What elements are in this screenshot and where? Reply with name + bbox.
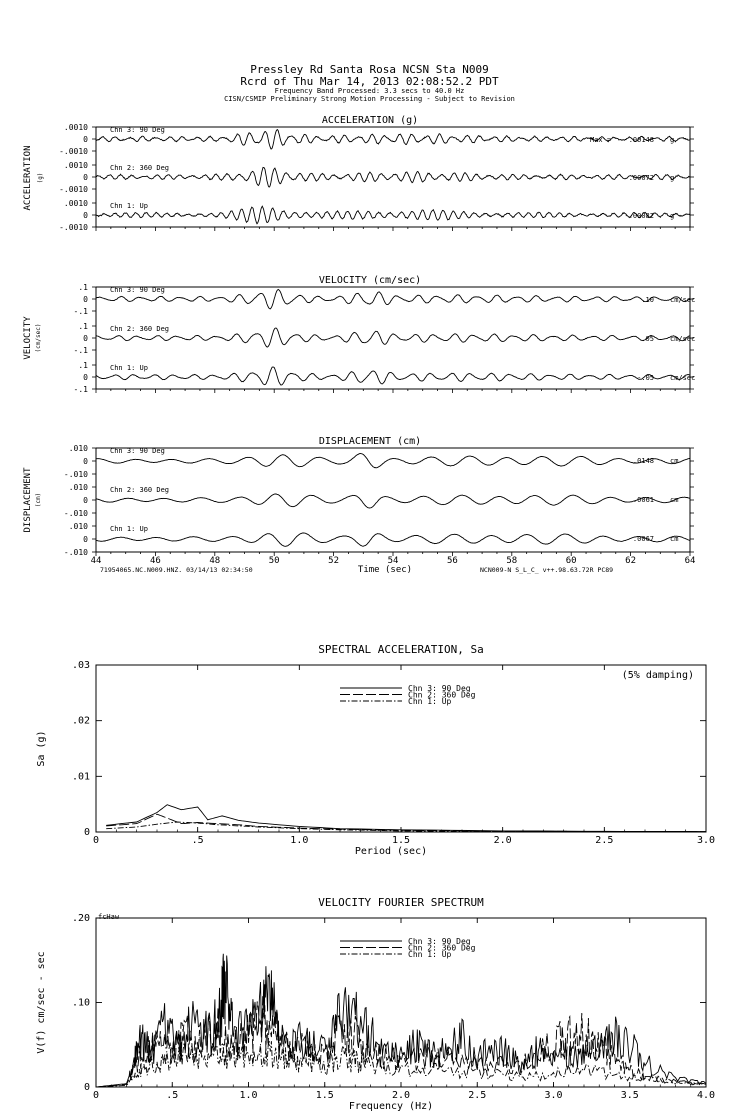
sa-xtick-label: 0 — [92, 835, 100, 846]
ytick-label-disp-ch2: .010 — [68, 483, 88, 492]
sa-plot-frame — [96, 665, 706, 832]
channel-label-acc-ch1: Chn 1: Up — [110, 202, 148, 210]
time-tick-label: 58 — [506, 556, 518, 566]
fas-xtick-label: 1.5 — [315, 1090, 334, 1101]
sa-ytick-label: .03 — [71, 660, 90, 671]
fas-ylabel: V(f) cm/sec - sec — [36, 951, 47, 1054]
peak-unit-disp-ch2: cm — [670, 496, 679, 504]
ytick-label-vel-ch2: .1 — [78, 322, 88, 331]
waveform-vel-ch2 — [96, 328, 690, 347]
panel-yunit-disp: (cm) — [35, 492, 42, 508]
ytick-label-vel-ch3: .1 — [78, 283, 88, 292]
time-tick-label: 60 — [565, 556, 577, 566]
peak-value-acc-ch1: -.00082 — [624, 212, 654, 220]
channel-label-vel-ch2: Chn 2: 360 Deg — [110, 325, 170, 333]
peak-unit-vel-ch1: cm/sec — [670, 374, 696, 382]
frequency-band: Frequency Band Processed: 3.3 secs to 40.0 Hz — [274, 87, 465, 95]
processing-note: CISN/CSMIP Preliminary Strong Motion Processing - Subject to Revision — [224, 95, 515, 103]
sa-series-chn-2-360-deg — [106, 814, 706, 832]
ytick-label-acc-ch1: .0010 — [63, 199, 88, 208]
sa-ytick-label: .02 — [71, 715, 90, 727]
panel-title-vel: VELOCITY (cm/sec) — [318, 275, 422, 286]
time-tick-label: 62 — [625, 556, 637, 566]
ytick-label-vel-ch1: -.1 — [73, 385, 88, 394]
peak-unit-vel-ch3: cm/sec — [670, 296, 696, 304]
station-title: Pressley Rd Santa Rosa NCSN Sta N009 — [250, 63, 489, 76]
fas-title: VELOCITY FOURIER SPECTRUM — [318, 896, 484, 909]
ytick-label-acc-ch3: .0010 — [63, 123, 88, 132]
panel-ylabel-disp: DISPLACEMENT — [23, 467, 33, 533]
sa-ytick-label: .01 — [71, 771, 90, 783]
peak-value-vel-ch2: .05 — [641, 335, 654, 343]
peak-unit-disp-ch1: cm — [670, 535, 679, 543]
fas-xtick-label: 2.0 — [391, 1090, 411, 1101]
ytick-label-vel-ch1: 0 — [83, 373, 88, 382]
sa-annotation: (5% damping) — [621, 670, 694, 681]
record-time: Rcrd of Thu Mar 14, 2013 02:08:52.2 PDT — [240, 75, 499, 88]
waveform-disp-ch1 — [96, 533, 690, 546]
ytick-label-vel-ch2: 0 — [83, 334, 88, 343]
ytick-label-disp-ch1: -.010 — [63, 548, 88, 557]
time-tick-label: 44 — [90, 556, 102, 566]
time-tick-label: 50 — [268, 556, 280, 566]
ytick-label-disp-ch1: 0 — [83, 535, 88, 544]
record-id-right: NCN009-N S_L_C_ v++.98.63.72R PC89 — [480, 566, 614, 574]
sa-ylabel: Sa (g) — [36, 730, 47, 767]
panel-title-acc: ACCELERATION (g) — [321, 115, 419, 126]
peak-value-vel-ch1: -.05 — [637, 374, 654, 382]
fas-annotation: fcHaw — [98, 913, 120, 921]
ytick-label-disp-ch1: .010 — [68, 522, 88, 531]
fas-legend-label-chn-3-90-deg: Chn 3: 90 Deg — [408, 937, 471, 946]
panel-title-disp: DISPLACEMENT (cm) — [318, 436, 422, 447]
fas-xtick-label: 2.5 — [468, 1090, 487, 1101]
time-tick-label: 56 — [446, 556, 458, 566]
channel-label-disp-ch1: Chn 1: Up — [110, 525, 148, 533]
ytick-label-disp-ch2: -.010 — [63, 509, 88, 518]
peak-value-disp-ch2: .0061 — [632, 496, 654, 504]
ytick-label-vel-ch3: 0 — [83, 295, 88, 304]
ytick-label-disp-ch3: 0 — [83, 457, 88, 466]
ytick-label-acc-ch1: 0 — [83, 211, 88, 220]
record-id-left: 71954065.NC.N009.HNZ. 03/14/13 02:34:50 — [100, 566, 253, 574]
fas-xtick-label: 0 — [92, 1090, 100, 1101]
sa-xtick-label: 1.5 — [391, 835, 411, 846]
waveform-vel-ch3 — [96, 289, 690, 309]
peak-value-acc-ch2: .00072 — [628, 174, 654, 182]
panel-ylabel-acc: ACCELERATION — [23, 145, 33, 211]
ytick-label-vel-ch2: -.1 — [73, 346, 88, 355]
panel-yunit-acc: (g) — [37, 172, 44, 184]
sa-title: SPECTRAL ACCELERATION, Sa — [318, 643, 484, 656]
fas-xlabel: Frequency (Hz) — [348, 1101, 434, 1112]
ytick-label-acc-ch2: .0010 — [63, 161, 88, 170]
peak-unit-vel-ch2: cm/sec — [670, 335, 696, 343]
time-tick-label: 46 — [149, 556, 161, 566]
time-axis-label: Time (sec) — [357, 565, 413, 575]
fas-ytick-label: .10 — [71, 997, 90, 1009]
ytick-label-disp-ch3: .010 — [68, 444, 88, 453]
channel-label-acc-ch3: Chn 3: 90 Deg — [110, 126, 165, 134]
fas-ytick-label: 0 — [83, 1082, 90, 1093]
fas-xtick-label: 3.5 — [620, 1090, 639, 1101]
channel-label-vel-ch1: Chn 1: Up — [110, 364, 148, 372]
ytick-label-acc-ch1: -.0010 — [59, 223, 88, 232]
fas-xtick-label: 3.0 — [544, 1090, 563, 1101]
ytick-label-acc-ch3: -.0010 — [59, 147, 88, 156]
waveform-acc-ch2 — [96, 167, 690, 187]
ytick-label-disp-ch2: 0 — [83, 496, 88, 505]
ytick-label-acc-ch3: 0 — [83, 135, 88, 144]
waveform-disp-ch2 — [96, 494, 690, 508]
ytick-label-vel-ch3: -.1 — [73, 307, 88, 316]
ytick-label-acc-ch2: 0 — [83, 173, 88, 182]
fas-legend-label-chn-1-up: Chn 1: Up — [408, 950, 452, 959]
ytick-label-vel-ch1: .1 — [78, 361, 88, 370]
peak-unit-acc-ch3: g — [670, 136, 675, 144]
sa-xtick-label: 2.0 — [493, 835, 512, 846]
peak-unit-acc-ch2: g — [670, 174, 675, 182]
ytick-label-disp-ch3: -.010 — [63, 470, 88, 479]
fas-xtick-label: 1.0 — [239, 1090, 258, 1101]
peak-value-disp-ch1: .0067 — [632, 535, 654, 543]
panel-ylabel-vel: VELOCITY — [23, 316, 33, 360]
peak-unit-disp-ch3: cm — [670, 457, 679, 465]
channel-label-disp-ch3: Chn 3: 90 Deg — [110, 447, 165, 455]
peak-value-disp-ch3: .0148 — [632, 457, 654, 465]
sa-legend-label-chn-1-up: Chn 1: Up — [408, 697, 452, 706]
peak-prefix-acc-ch3: Max = — [590, 136, 612, 144]
time-tick-label: 52 — [328, 556, 340, 566]
channel-label-acc-ch2: Chn 2: 360 Deg — [110, 164, 170, 172]
ytick-label-acc-ch2: -.0010 — [59, 185, 88, 194]
fas-legend-label-chn-2-360-deg: Chn 2: 360 Deg — [408, 943, 476, 953]
panel-yunit-vel: (cm/sec) — [35, 323, 42, 353]
peak-value-acc-ch3: .00148 — [628, 136, 654, 144]
sa-xtick-label: 3.0 — [696, 835, 716, 846]
time-tick-label: 48 — [209, 556, 221, 566]
sa-series-chn-3-90-deg — [106, 805, 706, 832]
sa-legend-label-chn-3-90-deg: Chn 3: 90 Deg — [408, 684, 471, 693]
fas-xtick-label: .5 — [166, 1090, 179, 1101]
sa-xtick-label: 2.5 — [595, 835, 614, 846]
sa-xlabel: Period (sec) — [354, 846, 428, 857]
sa-xtick-label: 1.0 — [290, 835, 309, 846]
time-tick-label: 64 — [684, 556, 696, 566]
sa-xtick-label: .5 — [191, 835, 204, 846]
waveform-disp-ch3 — [96, 454, 690, 468]
sa-legend-label-chn-2-360-deg: Chn 2: 360 Deg — [408, 690, 476, 700]
peak-value-vel-ch3: .10 — [641, 296, 654, 304]
channel-label-disp-ch2: Chn 2: 360 Deg — [110, 486, 170, 494]
sa-ytick-label: 0 — [83, 827, 90, 838]
fas-xtick-label: 4.0 — [696, 1090, 716, 1101]
waveform-acc-ch1 — [96, 206, 690, 224]
fas-ytick-label: .20 — [71, 913, 90, 924]
peak-unit-acc-ch1: g — [670, 212, 675, 220]
time-tick-label: 54 — [387, 556, 399, 566]
waveform-vel-ch1 — [96, 367, 690, 385]
channel-label-vel-ch3: Chn 3: 90 Deg — [110, 286, 165, 294]
